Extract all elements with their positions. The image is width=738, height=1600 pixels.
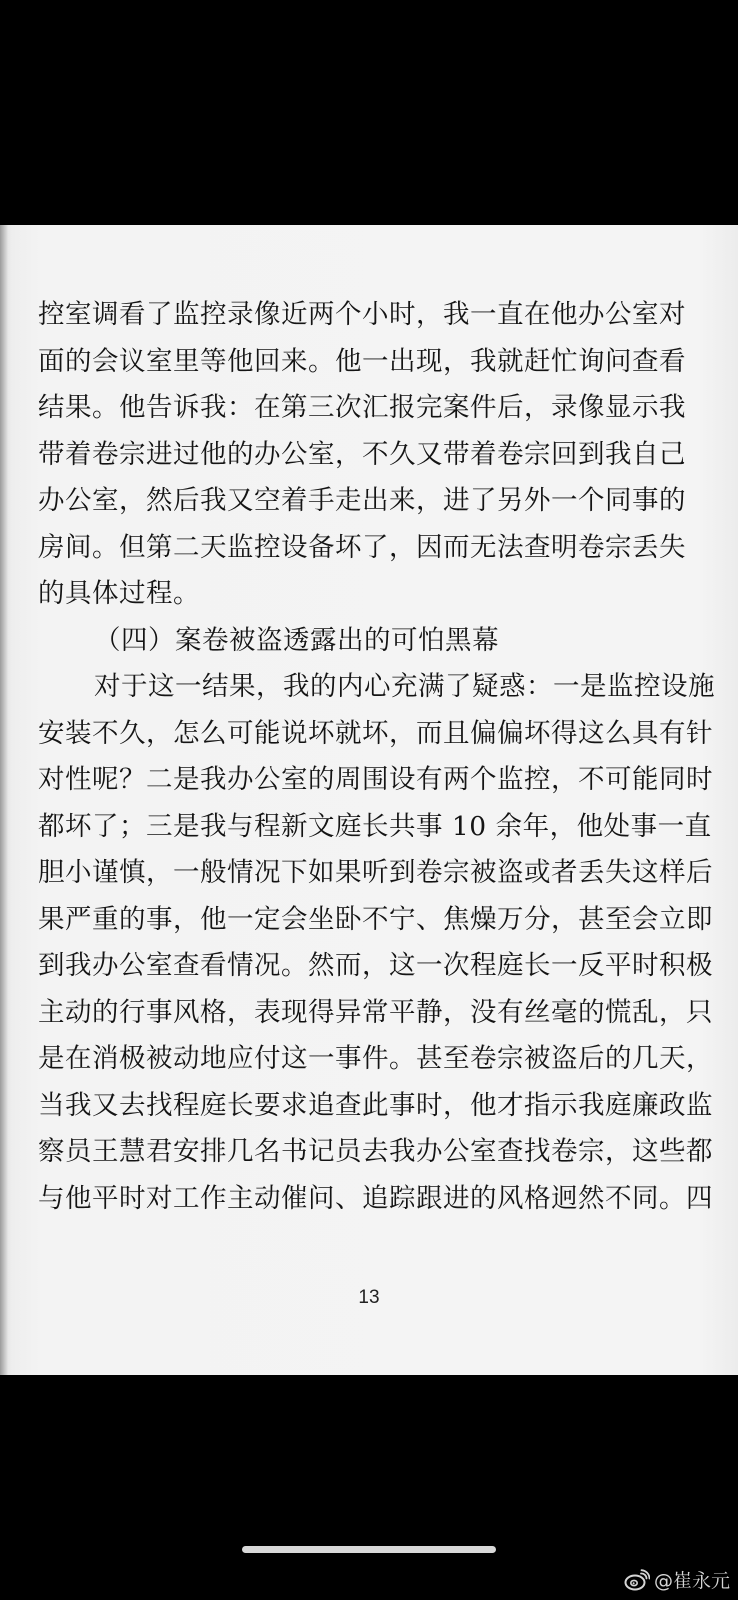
- watermark: [624, 1566, 730, 1593]
- text-line: 胆小谨慎，一般情况下如果听到卷宗被盗或者丢失这样后: [38, 857, 713, 888]
- text-line: 到我办公室查看情况。然而，这一次程庭长一反平时积极: [38, 950, 713, 981]
- text-line: 带着卷宗进过他的办公室，不久又带着卷宗回到我自己: [38, 438, 686, 470]
- text-line: 办公室，然后我又空着手走出来，进了另外一个同事的: [38, 485, 686, 516]
- home-indicator-bar[interactable]: [242, 1546, 496, 1553]
- text-line: 与他平时对工作主动催问、追踪跟进的风格迥然不同。四: [38, 1182, 713, 1214]
- text-line: 是在消极被动地应付这一事件。甚至卷宗被盗后的几天，: [38, 1043, 713, 1074]
- text-line: 的具体过程。: [38, 578, 200, 609]
- section-heading: （四）案卷被盗透露出的可怕黑幕: [94, 624, 499, 656]
- text-line: 对性呢？二是我办公室的周围设有两个监控，不可能同时: [38, 764, 713, 795]
- text-line: 当我又去找程庭长要求追查此事时，他才指示我庭廉政监: [38, 1089, 713, 1121]
- text-line: 主动的行事风格，表现得异常平静，没有丝毫的慌乱，只: [38, 996, 713, 1028]
- text-line: 结果。他告诉我：在第三次汇报完案件后，录像显示我: [38, 392, 686, 423]
- scanned-document-page: [0, 225, 738, 1375]
- text-line: 房间。但第二天监控设备坏了，因而无法查明卷宗丢失: [38, 531, 686, 563]
- text-line: 安装不久，怎么可能说坏就坏，而且偏偏坏得这么具有针: [38, 717, 713, 749]
- text-line: 面的会议室里等他回来。他一出现，我就赶忙询问查看: [38, 345, 686, 377]
- watermark-text: @崔永元: [653, 1570, 730, 1592]
- text-line: 都坏了；三是我与程新文庭长共事 10 余年，他处事一直: [38, 810, 712, 842]
- text-line: 对于这一结果，我的内心充满了疑惑：一是监控设施: [94, 671, 715, 702]
- weibo-icon: [624, 1569, 650, 1591]
- text-line: 察员王慧君安排几名书记员去我办公室查找卷宗，这些都: [38, 1136, 713, 1167]
- document-body: [38, 292, 715, 1222]
- text-line: 控室调看了监控录像近两个小时，我一直在他办公室对: [38, 299, 686, 330]
- text-line: 果严重的事，他一定会坐卧不宁、焦燥万分，甚至会立即: [38, 903, 713, 935]
- page-number: 13: [358, 1287, 380, 1308]
